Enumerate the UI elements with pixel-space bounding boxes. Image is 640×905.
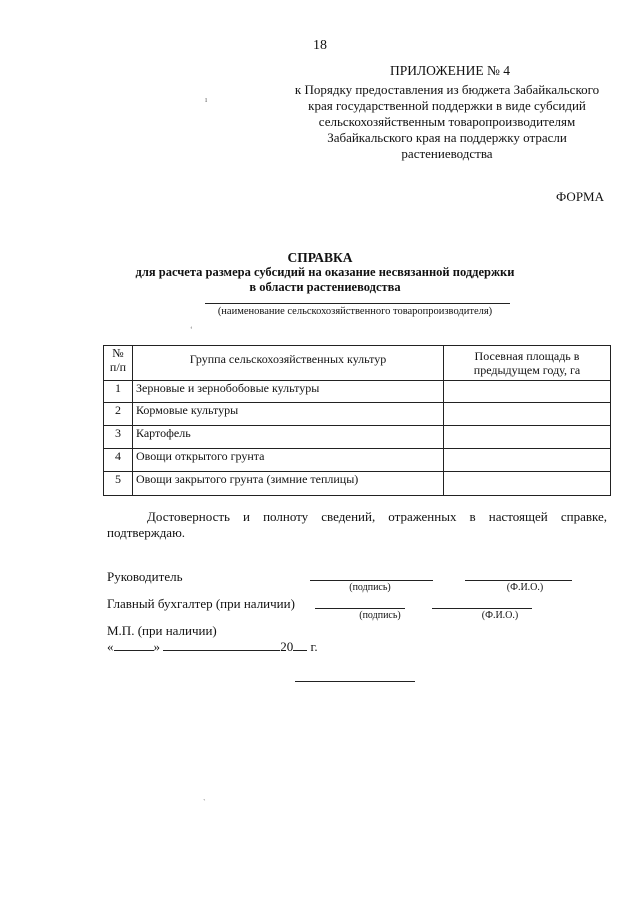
table-row <box>104 381 611 403</box>
cell-group: Овощи закрытого грунта (зимние теплицы) <box>133 472 444 496</box>
accountant-signature-field[interactable] <box>315 608 405 609</box>
table-row <box>104 449 611 472</box>
scan-speck: ‘ <box>190 325 193 334</box>
appendix-line: растениеводства <box>401 146 493 161</box>
header-group: Группа сельскохозяйственных культур <box>133 346 444 381</box>
cell-group: Зерновые и зернобобовые культуры <box>133 381 444 403</box>
producer-name-caption: (наименование сельскохозяйственного товаропроизводителя) <box>217 306 493 317</box>
cell-group: Кормовые культуры <box>133 403 444 426</box>
appendix-line: к Порядку предоставления из бюджета Забайкальского <box>294 82 600 97</box>
appendix-text <box>287 82 607 162</box>
cell-num: 4 <box>104 449 133 472</box>
date-day-field[interactable] <box>114 650 154 651</box>
cell-area[interactable] <box>444 403 611 426</box>
table-row <box>104 403 611 426</box>
form-label: ФОРМА <box>556 189 604 204</box>
date-year-field[interactable] <box>293 650 307 651</box>
date-close-quote: » <box>153 639 160 654</box>
document-title: СПРАВКА <box>287 250 353 265</box>
crops-table <box>103 345 611 496</box>
date-suffix: г. <box>310 639 318 654</box>
cell-num: 1 <box>104 381 133 403</box>
appendix-line: края государственной поддержки в виде субсидий <box>308 98 586 113</box>
date-open-quote: « <box>107 639 114 654</box>
accountant-label: Главный бухгалтер (при наличии) <box>107 596 295 611</box>
scan-speck: ı <box>205 95 208 104</box>
header-area: Посевная площадь в предыдущем году, га <box>444 346 611 381</box>
cell-group: Овощи открытого грунта <box>133 449 444 472</box>
accountant-name-field[interactable] <box>432 608 532 609</box>
cell-group: Картофель <box>133 426 444 449</box>
appendix-line: Забайкальского края на поддержку отрасли <box>327 130 567 145</box>
cell-area[interactable] <box>444 472 611 496</box>
confirmation-text: Достоверность и полноту сведений, отраженных в настоящей справке, подтверждаю. <box>107 509 607 540</box>
subtitle-line: для расчета размера субсидий на оказание несвязанной поддержки <box>135 265 515 279</box>
head-signature-field[interactable] <box>310 580 433 581</box>
subtitle-line: в области растениеводства <box>249 280 401 294</box>
head-name-caption: (Ф.И.О.) <box>506 582 544 593</box>
head-signature-caption: (подпись) <box>349 582 391 593</box>
stamp-label: М.П. (при наличии) <box>107 623 217 638</box>
date-month-field[interactable] <box>163 650 280 651</box>
date-year: 20 <box>280 639 294 654</box>
document-subtitle <box>120 265 530 295</box>
table-row <box>104 472 611 496</box>
producer-name-field[interactable] <box>205 303 510 304</box>
cell-num: 5 <box>104 472 133 496</box>
cell-area[interactable] <box>444 449 611 472</box>
head-label: Руководитель <box>107 569 183 584</box>
cell-num: 2 <box>104 403 133 426</box>
separator-line <box>295 681 415 682</box>
accountant-signature-caption: (подпись) <box>359 610 401 621</box>
scan-speck: ` <box>203 798 206 807</box>
cell-area[interactable] <box>444 426 611 449</box>
appendix-line: сельскохозяйственным товаропроизводителям <box>318 114 576 129</box>
header-num: № п/п <box>104 346 133 381</box>
cell-num: 3 <box>104 426 133 449</box>
date-line <box>107 639 318 655</box>
table-header-row <box>104 346 611 381</box>
cell-area[interactable] <box>444 381 611 403</box>
head-name-field[interactable] <box>465 580 572 581</box>
accountant-name-caption: (Ф.И.О.) <box>481 610 519 621</box>
page-number: 18 <box>313 38 327 53</box>
table-row <box>104 426 611 449</box>
appendix-title: ПРИЛОЖЕНИЕ № 4 <box>389 63 511 78</box>
